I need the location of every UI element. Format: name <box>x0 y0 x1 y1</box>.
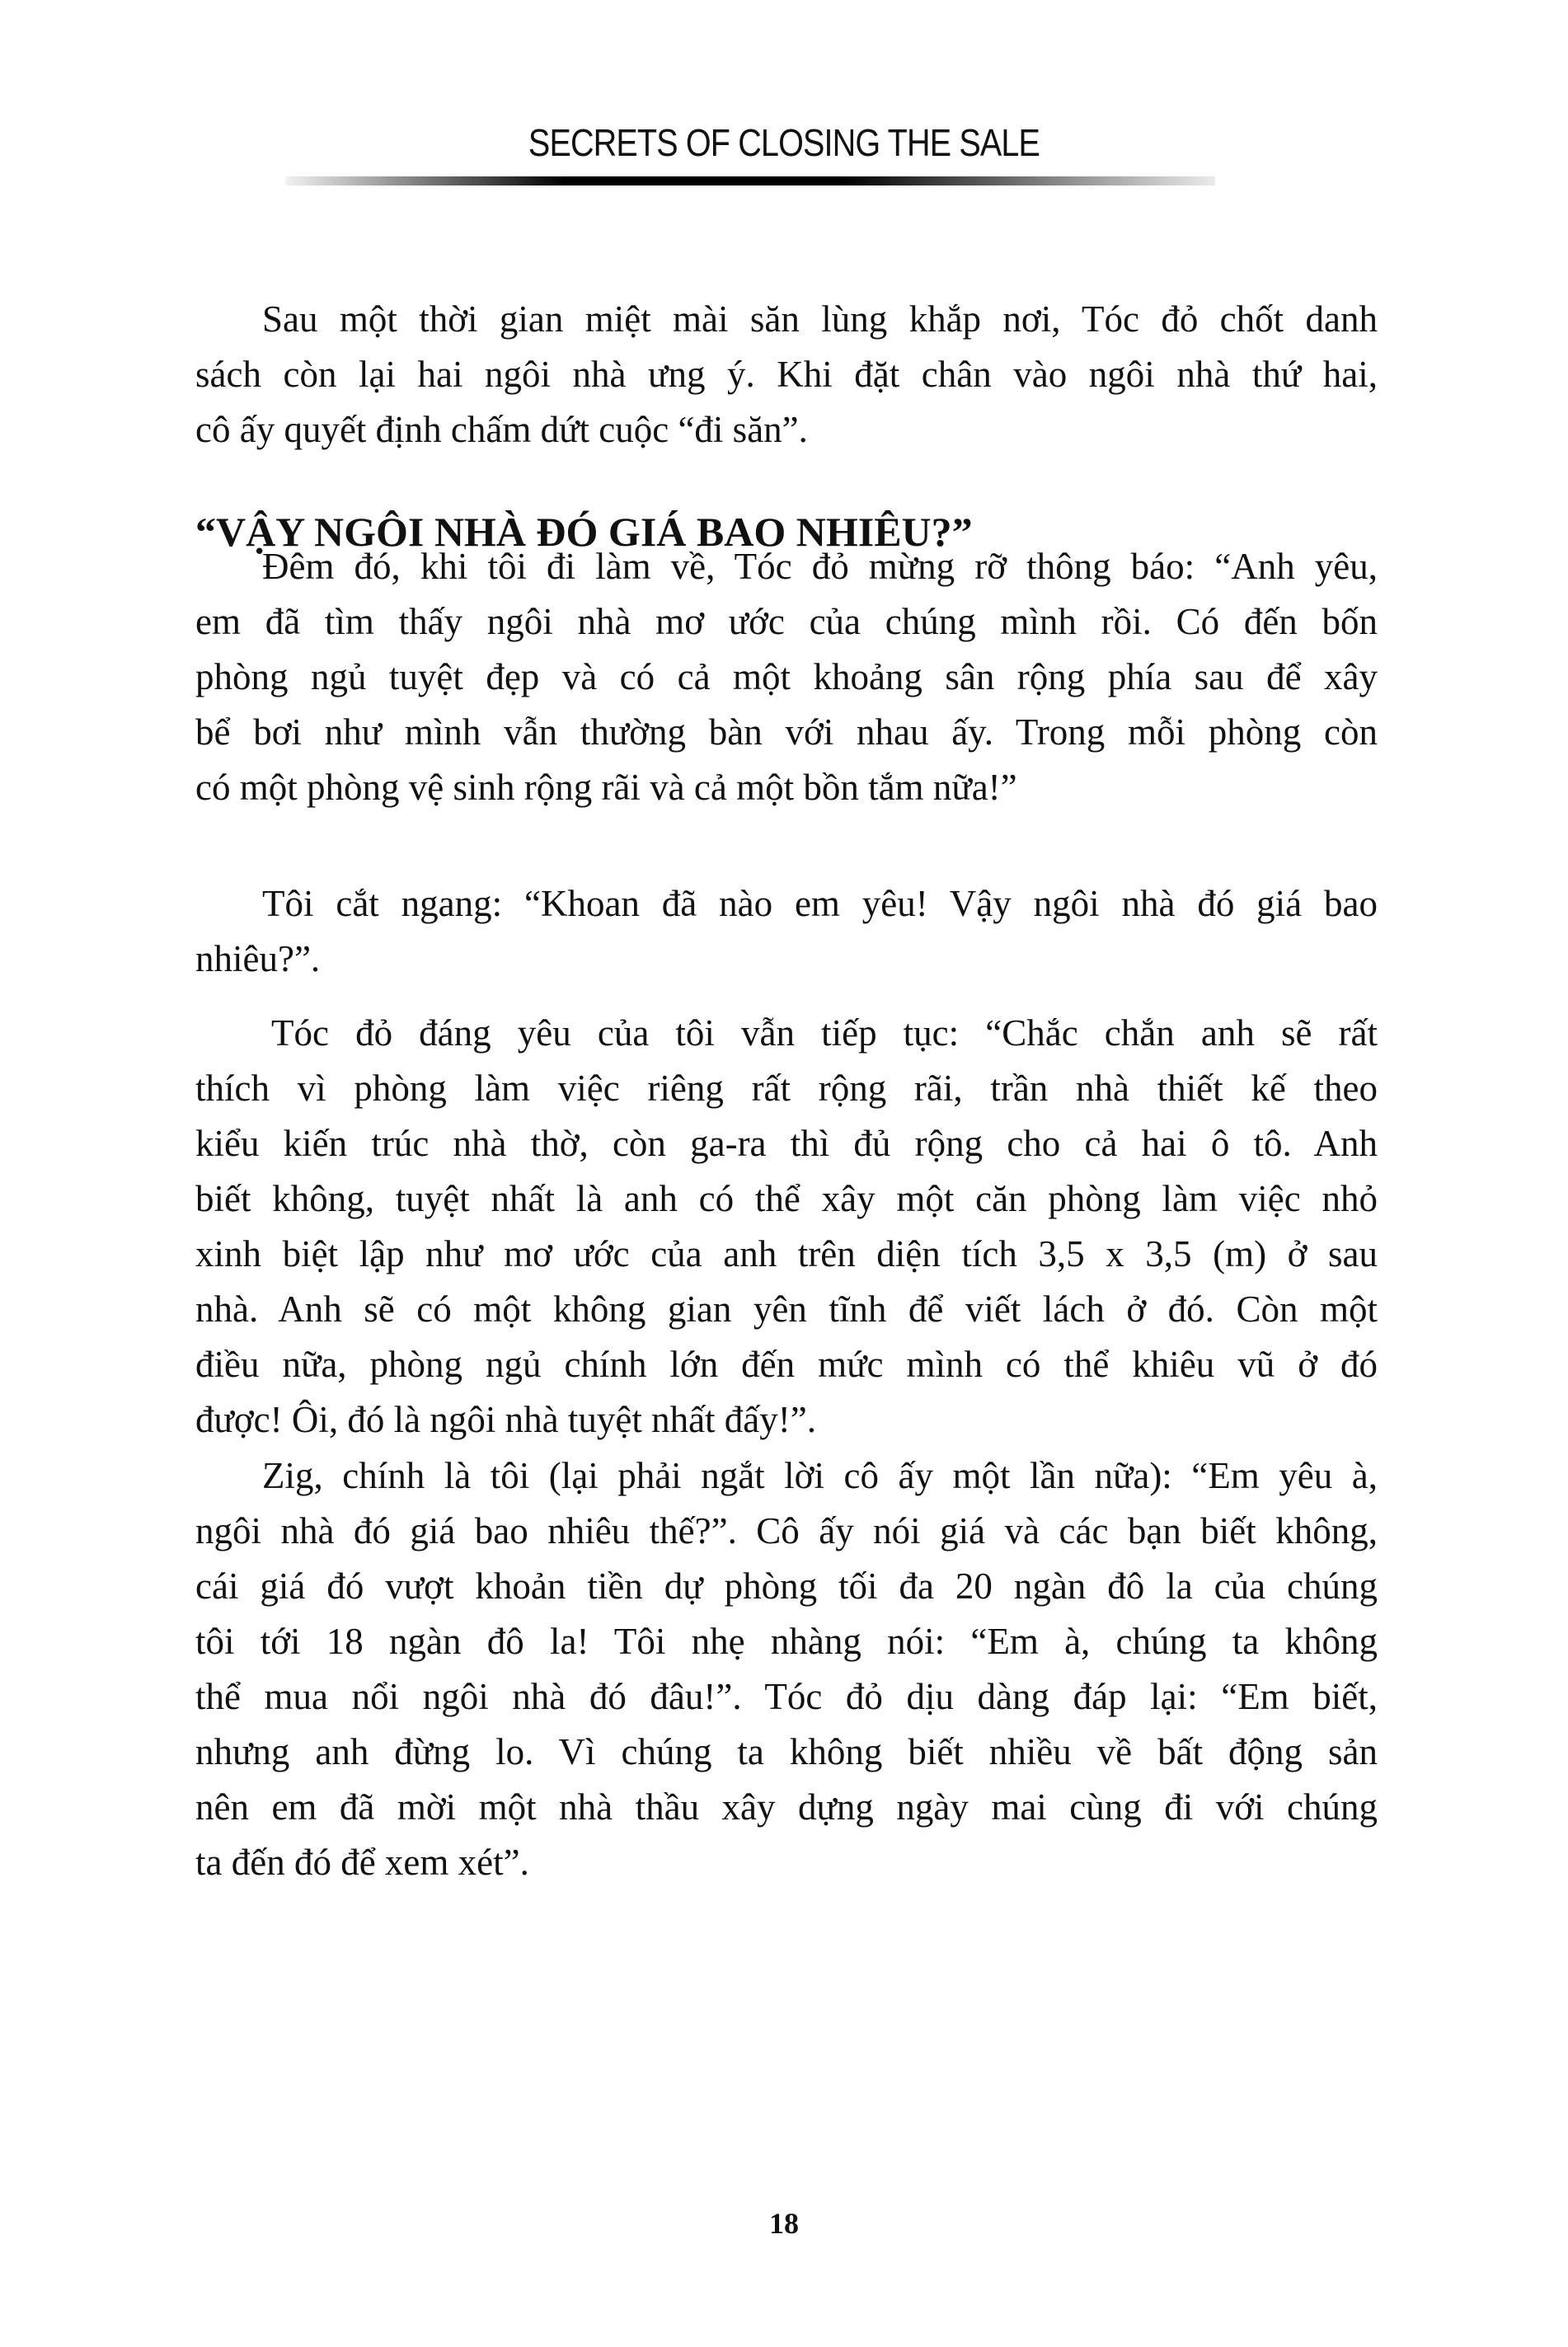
text-line: em đã tìm thấy ngôi nhà mơ ước của chúng mình rồi. Có đến bốn <box>195 601 1378 642</box>
text-line: nhà. Anh sẽ có một không gian yên tĩnh để viết lách ở đó. Còn một <box>195 1289 1378 1330</box>
text-line: Sau một thời gian miệt mài săn lùng khắp nơi, Tóc đỏ chốt danh <box>262 298 1378 340</box>
header-rule <box>285 176 1215 185</box>
paragraph-3 <box>195 876 1378 987</box>
paragraph-4 <box>195 1006 1378 1448</box>
text-line: ngôi nhà đó giá bao nhiêu thế?”. Cô ấy nói giá và các bạn biết không, <box>195 1510 1378 1551</box>
section-heading: “VẬY NGÔI NHÀ ĐÓ GIÁ BAO NHIÊU?” <box>195 509 973 555</box>
text-line: ta đến đó để xem xét”. <box>195 1842 529 1883</box>
text-line: điều nữa, phòng ngủ chính lớn đến mức mình có thể khiêu vũ ở đó <box>195 1344 1378 1385</box>
text-line: Đêm đó, khi tôi đi làm về, Tóc đỏ mừng rỡ thông báo: “Anh yêu, <box>262 546 1378 587</box>
paragraph-5 <box>195 1448 1378 1890</box>
text-line: bể bơi như mình vẫn thường bàn với nhau ấy. Trong mỗi phòng còn <box>195 711 1378 753</box>
paragraph-2 <box>195 539 1378 815</box>
text-line: Tôi cắt ngang: “Khoan đã nào em yêu! Vậy ngôi nhà đó giá bao <box>262 883 1378 924</box>
text-line: nhưng anh đừng lo. Vì chúng ta không biết nhiều về bất động sản <box>195 1731 1378 1772</box>
text-line: tôi tới 18 ngàn đô la! Tôi nhẹ nhàng nói: “Em à, chúng ta không <box>195 1621 1378 1662</box>
text-line: thể mua nổi ngôi nhà đó đâu!”. Tóc đỏ dịu dàng đáp lại: “Em biết, <box>195 1676 1378 1717</box>
text-line: có một phòng vệ sinh rộng rãi và cả một bồn tắm nữa!” <box>195 767 1017 808</box>
running-head: SECRETS OF CLOSING THE SALE <box>528 121 1040 164</box>
text-line: Zig, chính là tôi (lại phải ngắt lời cô ấy một lần nữa): “Em yêu à, <box>262 1455 1378 1496</box>
text-line: thích vì phòng làm việc riêng rất rộng rãi, trần nhà thiết kế theo <box>195 1068 1378 1109</box>
text-line: cái giá đó vượt khoản tiền dự phòng tối đa 20 ngàn đô la của chúng <box>195 1565 1378 1607</box>
text-line: nên em đã mời một nhà thầu xây dựng ngày mai cùng đi với chúng <box>195 1786 1378 1828</box>
text-line: biết không, tuyệt nhất là anh có thể xây một căn phòng làm việc nhỏ <box>195 1178 1378 1219</box>
text-line: Tóc đỏ đáng yêu của tôi vẫn tiếp tục: “Chắc chắn anh sẽ rất <box>271 1012 1378 1054</box>
text-line: được! Ôi, đó là ngôi nhà tuyệt nhất đấy!”. <box>195 1399 816 1440</box>
page-number: 18 <box>769 2207 799 2240</box>
text-line: cô ấy quyết định chấm dứt cuộc “đi săn”. <box>195 409 808 450</box>
text-line: kiểu kiến trúc nhà thờ, còn ga-ra thì đủ rộng cho cả hai ô tô. Anh <box>195 1123 1378 1164</box>
text-line: xinh biệt lập như mơ ước của anh trên diện tích 3,5 x 3,5 (m) ở sau <box>195 1233 1378 1274</box>
text-line: nhiêu?”. <box>195 938 321 979</box>
text-line: sách còn lại hai ngôi nhà ưng ý. Khi đặt chân vào ngôi nhà thứ hai, <box>195 354 1378 395</box>
text-line: phòng ngủ tuyệt đẹp và có cả một khoảng sân rộng phía sau để xây <box>195 656 1378 697</box>
paragraph-1 <box>195 292 1378 458</box>
